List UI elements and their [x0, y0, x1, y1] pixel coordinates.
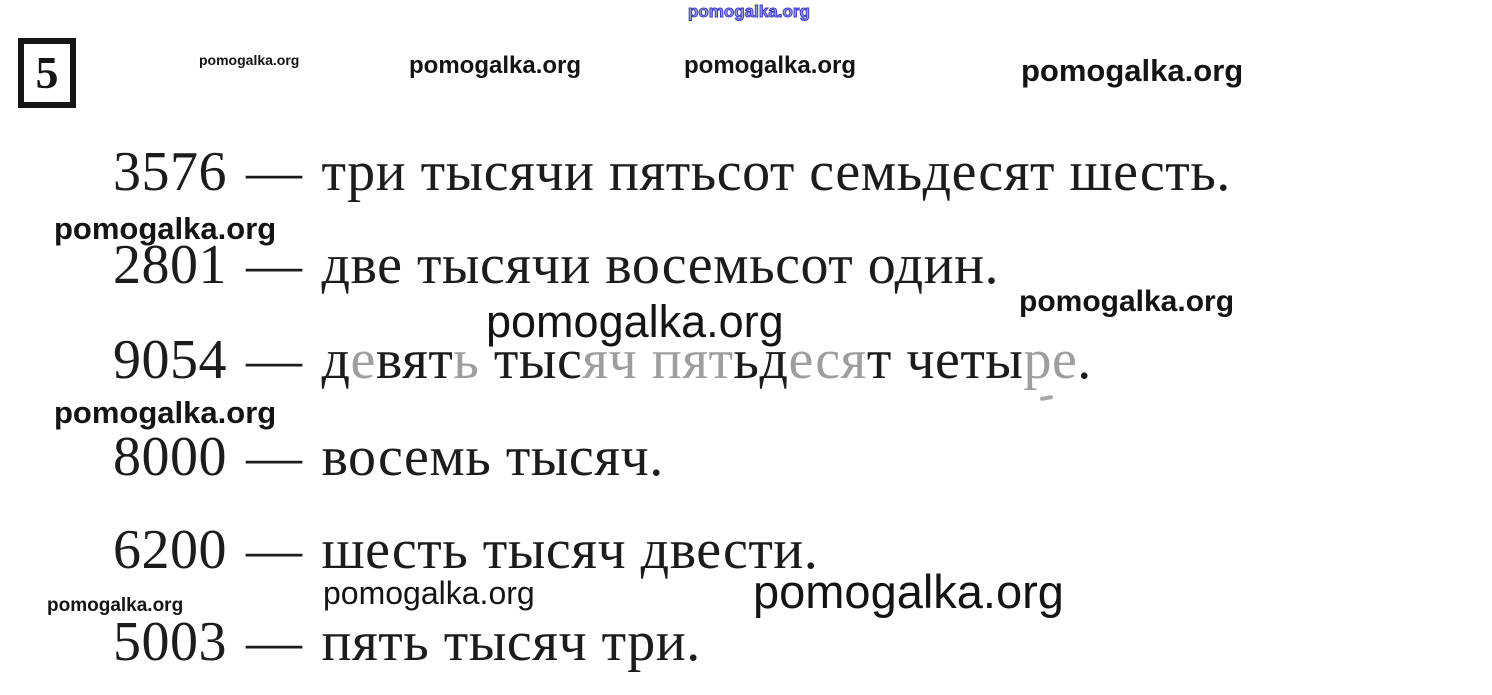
number-in-words: две тысячи восемьсот один. [321, 234, 1000, 296]
watermark-left-middle: pomogalka.org [54, 395, 277, 430]
answer-line [113, 517, 818, 583]
word-fragment: т [866, 329, 892, 391]
word-fragment: тыс [479, 329, 583, 391]
watermark-bottom-mid: pomogalka.org [323, 575, 535, 611]
dash-separator: — [246, 141, 303, 203]
watermark-top-right: pomogalka.org [1021, 53, 1244, 88]
watermark-top-left-small: pomogalka.org [199, 52, 300, 68]
number-in-words: пять тысяч три. [321, 611, 701, 673]
word-fragment: ьд [733, 329, 789, 391]
watermark-center-large: pomogalka.org [486, 296, 784, 347]
watermark-bottom-left-small: pomogalka.org [47, 595, 184, 616]
word-fragment: четы [891, 329, 1024, 391]
answer-line [113, 327, 1092, 393]
dash-separator: — [246, 426, 303, 488]
dash-separator: — [246, 234, 303, 296]
number-value: 2801 [113, 234, 227, 296]
number-in-words: шесть тысяч двести. [321, 519, 819, 581]
number-value: 6200 [113, 519, 227, 581]
number-value: 3576 [113, 141, 227, 203]
answer-line [113, 139, 1231, 205]
word-fragment [637, 329, 652, 391]
word-fragment: вят [375, 329, 454, 391]
number-in-words: три тысячи пятьсот семьдесят шесть. [321, 141, 1231, 203]
watermark-top-mid-left: pomogalka.org [409, 52, 582, 79]
answer-line [113, 609, 701, 675]
word-fragment-faded: е [350, 329, 376, 391]
number-in-words: восемь тысяч. [321, 426, 664, 488]
word-fragment: . [1077, 329, 1092, 391]
word-fragment-faded: пят [651, 329, 734, 391]
number-in-words [322, 329, 1092, 391]
answer-line [113, 232, 999, 298]
watermark-bottom-large: pomogalka.org [753, 565, 1064, 618]
word-fragment-faded: ре [1023, 329, 1078, 391]
watermark-right-middle: pomogalka.org [1019, 285, 1235, 318]
word-fragment: д [321, 329, 351, 391]
dash-separator: — [246, 519, 303, 581]
number-value: 8000 [113, 426, 227, 488]
word-fragment-faded: яч [582, 329, 638, 391]
dash-separator: — [246, 329, 303, 391]
number-value: 9054 [113, 329, 227, 391]
watermark-blue-top: pomogalka.org [688, 2, 810, 21]
number-value: 5003 [113, 611, 227, 673]
word-fragment-faded: ь [453, 329, 480, 391]
watermark-top-mid-right: pomogalka.org [684, 52, 857, 79]
scan-artifact [1040, 395, 1053, 401]
dash-separator: — [246, 611, 303, 673]
watermark-left-upper: pomogalka.org [54, 211, 277, 246]
task-number: 5 [35, 47, 59, 98]
task-number-box [18, 38, 76, 108]
word-fragment-faded: еся [788, 329, 867, 391]
answer-line [113, 424, 664, 490]
